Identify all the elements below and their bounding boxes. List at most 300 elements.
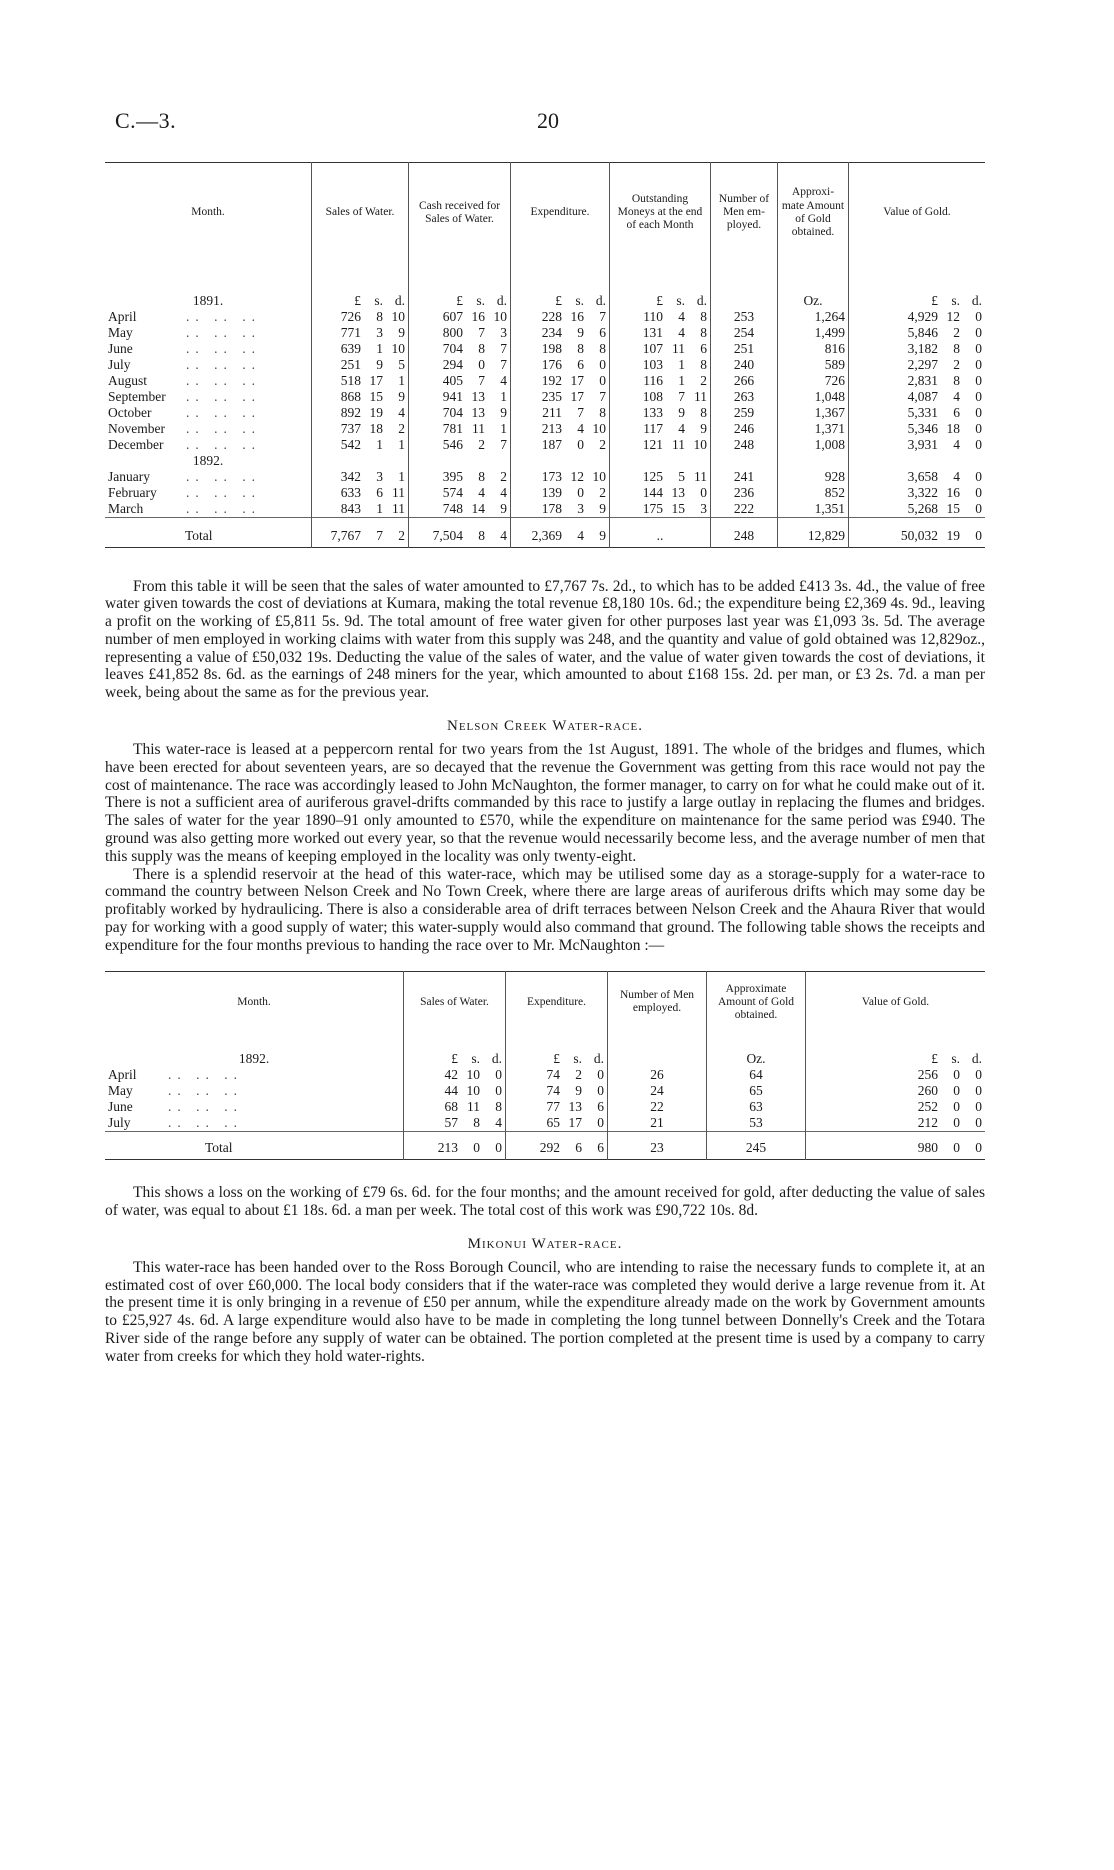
gold-oz-cell: 1,367 bbox=[778, 405, 849, 421]
leader-dots: .. .. .. bbox=[168, 1115, 243, 1131]
unit-label: s. bbox=[471, 1051, 480, 1067]
amount-cell bbox=[610, 421, 711, 437]
leader-dots: .. .. .. bbox=[186, 468, 261, 484]
amount-part: 256 bbox=[917, 1067, 938, 1083]
amount-part: 8 bbox=[478, 468, 485, 484]
amount-part: 8 bbox=[376, 308, 383, 324]
amount-cell bbox=[849, 501, 986, 518]
amount-part: 139 bbox=[541, 484, 562, 500]
amount-part: 0 bbox=[495, 1067, 502, 1083]
table-row bbox=[105, 389, 985, 405]
amount-part: 68 bbox=[444, 1099, 458, 1115]
amount-part: 8 bbox=[700, 356, 707, 372]
amount-cell bbox=[849, 309, 986, 325]
month-name: March bbox=[108, 500, 144, 516]
amount-cell bbox=[511, 437, 610, 453]
amount-part: 0 bbox=[953, 1099, 960, 1115]
amount-part: 0 bbox=[975, 420, 982, 436]
amount-part: 187 bbox=[541, 436, 562, 452]
amount-part: 6 bbox=[577, 356, 584, 372]
amount-part: 6 bbox=[575, 1140, 582, 1156]
table-row bbox=[105, 373, 985, 389]
amount-part: 0 bbox=[975, 468, 982, 484]
table-row bbox=[105, 437, 985, 453]
unit-label: s. bbox=[575, 292, 584, 308]
amount-cell bbox=[409, 469, 511, 485]
amount-part: 1 bbox=[398, 372, 405, 388]
amount-part: 251 bbox=[340, 356, 361, 372]
amount-part: 6 bbox=[599, 324, 606, 340]
amount-part: 748 bbox=[442, 500, 463, 516]
amount-part: 781 bbox=[442, 420, 463, 436]
amount-cell bbox=[409, 405, 511, 421]
amount-cell bbox=[312, 437, 409, 453]
amount-cell bbox=[610, 485, 711, 501]
unit-header bbox=[312, 263, 409, 309]
amount-part: 8 bbox=[599, 404, 606, 420]
month-cell bbox=[105, 485, 312, 501]
amount-cell bbox=[404, 1067, 506, 1083]
amount-part: 5,331 bbox=[907, 404, 938, 420]
col-gold-value: Value of Gold. bbox=[849, 163, 986, 263]
amount-part: 5,268 bbox=[907, 500, 938, 516]
amount-part: 173 bbox=[541, 468, 562, 484]
table-row bbox=[105, 501, 985, 518]
unit-label: £ bbox=[931, 1051, 938, 1067]
amount-part: 4 bbox=[500, 484, 507, 500]
amount-cell bbox=[511, 421, 610, 437]
amount-part: 14 bbox=[471, 500, 485, 516]
amount-part: 4 bbox=[398, 404, 405, 420]
amount-part: 0 bbox=[975, 404, 982, 420]
amount-part: 7 bbox=[599, 308, 606, 324]
amount-cell bbox=[849, 389, 986, 405]
amount-part: 3 bbox=[700, 500, 707, 516]
amount-part: 10 bbox=[592, 468, 606, 484]
amount-part: 144 bbox=[642, 484, 663, 500]
amount-part: 1 bbox=[398, 468, 405, 484]
amount-cell bbox=[511, 325, 610, 341]
amount-part: 7 bbox=[478, 324, 485, 340]
amount-cell bbox=[849, 469, 986, 485]
amount-part: 542 bbox=[340, 436, 361, 452]
amount-part: 19 bbox=[946, 527, 960, 543]
amount-part: 2 bbox=[500, 468, 507, 484]
amount-part: 7 bbox=[500, 436, 507, 452]
gold-oz-cell: 1,351 bbox=[778, 501, 849, 518]
amount-part: 116 bbox=[643, 372, 663, 388]
amount-part: 0 bbox=[577, 436, 584, 452]
unit-label: £ bbox=[451, 1051, 458, 1067]
gold-oz-cell: 1,371 bbox=[778, 421, 849, 437]
gold-oz-cell: 852 bbox=[778, 485, 849, 501]
leader-dots: .. .. .. bbox=[186, 484, 261, 500]
amount-cell bbox=[312, 373, 409, 389]
amount-part: 117 bbox=[643, 420, 663, 436]
amount-part: 704 bbox=[442, 404, 463, 420]
amount-part: 0 bbox=[953, 1115, 960, 1131]
amount-part: 0 bbox=[599, 372, 606, 388]
amount-cell bbox=[849, 325, 986, 341]
amount-part: 8 bbox=[473, 1115, 480, 1131]
amount-part: 292 bbox=[539, 1140, 560, 1156]
men-cell: 263 bbox=[711, 389, 778, 405]
kumara-water-race-table bbox=[105, 162, 985, 548]
table-row bbox=[105, 1083, 985, 1099]
amount-part: 175 bbox=[642, 500, 663, 516]
amount-cell bbox=[610, 437, 711, 453]
amount-cell bbox=[610, 469, 711, 485]
total-label: Total bbox=[205, 1140, 233, 1156]
amount-part: 50,032 bbox=[900, 527, 938, 543]
amount-part: 10 bbox=[391, 308, 405, 324]
amount-part: 74 bbox=[546, 1067, 560, 1083]
empty-cell bbox=[608, 1033, 707, 1067]
amount-cell bbox=[511, 405, 610, 421]
unit-label: s. bbox=[951, 1051, 960, 1067]
amount-part: 5,346 bbox=[907, 420, 938, 436]
amount-part: 7 bbox=[599, 388, 606, 404]
amount-part: 980 bbox=[917, 1140, 938, 1156]
amount-cell bbox=[806, 1083, 986, 1099]
amount-part: 0 bbox=[577, 484, 584, 500]
amount-cell bbox=[511, 373, 610, 389]
table-row bbox=[105, 357, 985, 373]
amount-cell bbox=[312, 405, 409, 421]
amount-part: 17 bbox=[568, 1115, 582, 1131]
amount-part: 2 bbox=[575, 1067, 582, 1083]
amount-part: 10 bbox=[693, 436, 707, 452]
amount-part: 16 bbox=[946, 484, 960, 500]
table-row bbox=[105, 1115, 985, 1132]
amount-part: 4 bbox=[678, 308, 685, 324]
amount-cell bbox=[312, 421, 409, 437]
unit-label: d. bbox=[496, 292, 507, 308]
month-cell bbox=[105, 501, 312, 518]
total-label: Total bbox=[185, 527, 213, 543]
amount-part: 941 bbox=[442, 388, 463, 404]
amount-part: 726 bbox=[340, 308, 361, 324]
paragraph-nelson-reservoir: There is a splendid reservoir at the head of this water-race, which may be utilised some day as a storage-supply for a water-race to command the country between Nelson Creek and No Town Creek, where there are large areas of auriferous drifts which may some day be profitably worked by hydraulicing. There is also a considerable area of drift terraces between Nelson Creek and the Ahaura River that would pay for working with a good supply of water; this water-supply would also command that ground. The following table shows the receipts and expenditure for the four months previous to handing the race over to Mr. McNaughton :— bbox=[105, 865, 985, 954]
amount-part: 737 bbox=[340, 420, 361, 436]
amount-part: 235 bbox=[541, 388, 562, 404]
amount-part: 0 bbox=[975, 500, 982, 516]
gold-oz-cell: 928 bbox=[778, 469, 849, 485]
amount-cell bbox=[610, 389, 711, 405]
amount-part: 0 bbox=[700, 484, 707, 500]
amount-part: 4 bbox=[678, 420, 685, 436]
unit-label: d. bbox=[971, 1051, 982, 1067]
amount-part: 7 bbox=[478, 372, 485, 388]
amount-part: 0 bbox=[975, 1115, 982, 1131]
month-cell bbox=[105, 325, 312, 341]
men-total: 248 bbox=[711, 517, 778, 547]
amount-part: 4 bbox=[953, 388, 960, 404]
amount-part: 800 bbox=[442, 324, 463, 340]
unit-label: £ bbox=[555, 292, 562, 308]
amount-part: 10 bbox=[592, 420, 606, 436]
month-name: May bbox=[108, 1083, 133, 1099]
amount-part: 4 bbox=[478, 484, 485, 500]
amount-part: 107 bbox=[642, 340, 663, 356]
amount-part: 8 bbox=[953, 372, 960, 388]
amount-part: 1 bbox=[500, 388, 507, 404]
amount-part: 4 bbox=[500, 372, 507, 388]
amount-cell bbox=[511, 485, 610, 501]
amount-part: 7 bbox=[500, 356, 507, 372]
men-cell: 251 bbox=[711, 341, 778, 357]
amount-part: 1 bbox=[678, 356, 685, 372]
amount-part: 260 bbox=[917, 1083, 938, 1099]
amount-cell bbox=[849, 373, 986, 389]
table-row bbox=[105, 485, 985, 501]
amount-part: 17 bbox=[570, 388, 584, 404]
amount-cell bbox=[806, 1067, 986, 1083]
amount-part: 252 bbox=[917, 1099, 938, 1115]
gold-oz-total: 245 bbox=[707, 1132, 806, 1160]
amount-cell bbox=[312, 469, 409, 485]
amount-part: 19 bbox=[369, 404, 383, 420]
amount-part: 3 bbox=[577, 500, 584, 516]
col-men: Number of Men em-ployed. bbox=[711, 163, 778, 263]
table-row bbox=[105, 341, 985, 357]
amount-part: 0 bbox=[975, 308, 982, 324]
amount-cell bbox=[404, 1083, 506, 1099]
amount-part: 2 bbox=[953, 324, 960, 340]
page-number: 20 bbox=[537, 108, 559, 133]
leader-dots: .. .. .. bbox=[186, 372, 261, 388]
month-name: October bbox=[108, 404, 152, 420]
empty-cell bbox=[778, 453, 849, 469]
amount-part: 0 bbox=[953, 1140, 960, 1156]
unit-label: d. bbox=[491, 1051, 502, 1067]
amount-part: 18 bbox=[946, 420, 960, 436]
amount-part: 6 bbox=[700, 340, 707, 356]
men-cell: 240 bbox=[711, 357, 778, 373]
amount-part: 4,087 bbox=[907, 388, 938, 404]
amount-cell bbox=[409, 389, 511, 405]
amount-part: 518 bbox=[340, 372, 361, 388]
leader-dots: .. .. .. bbox=[186, 420, 261, 436]
amount-part: 7 bbox=[577, 404, 584, 420]
amount-part: 639 bbox=[340, 340, 361, 356]
col-sales: Sales of Water. bbox=[312, 163, 409, 263]
men-cell: 26 bbox=[608, 1067, 707, 1083]
amount-part: 1 bbox=[376, 436, 383, 452]
amount-cell bbox=[409, 485, 511, 501]
amount-part: 8 bbox=[495, 1099, 502, 1115]
amount-part: 133 bbox=[642, 404, 663, 420]
outstanding-total: .. bbox=[610, 517, 711, 547]
amount-part: 178 bbox=[541, 500, 562, 516]
amount-cell bbox=[806, 1132, 986, 1160]
section-heading-nelson-creek: Nelson Creek Water-race. bbox=[447, 718, 643, 735]
amount-part: 13 bbox=[568, 1099, 582, 1115]
amount-part: 342 bbox=[340, 468, 361, 484]
gold-oz-cell: 1,264 bbox=[778, 309, 849, 325]
month-cell bbox=[105, 373, 312, 389]
amount-part: 212 bbox=[917, 1115, 938, 1131]
amount-part: 574 bbox=[442, 484, 463, 500]
amount-part: 6 bbox=[597, 1140, 604, 1156]
men-cell: 22 bbox=[608, 1099, 707, 1115]
col-cash: Cash received for Sales of Water. bbox=[409, 163, 511, 263]
leader-dots: .. .. .. bbox=[186, 404, 261, 420]
unit-label: d. bbox=[696, 292, 707, 308]
leader-dots: .. .. .. bbox=[186, 436, 261, 452]
unit-header bbox=[409, 263, 511, 309]
year-row bbox=[105, 453, 985, 469]
amount-part: 8 bbox=[478, 340, 485, 356]
amount-part: 228 bbox=[541, 308, 562, 324]
amount-part: 7 bbox=[376, 527, 383, 543]
amount-part: 3,182 bbox=[907, 340, 938, 356]
men-cell: 236 bbox=[711, 485, 778, 501]
amount-part: 607 bbox=[442, 308, 463, 324]
col2-expenditure: Expenditure. bbox=[506, 971, 608, 1033]
amount-part: 125 bbox=[642, 468, 663, 484]
amount-part: 0 bbox=[975, 324, 982, 340]
amount-part: 0 bbox=[975, 340, 982, 356]
amount-part: 0 bbox=[975, 527, 982, 543]
amount-part: 13 bbox=[671, 484, 685, 500]
amount-cell bbox=[806, 1115, 986, 1132]
amount-cell bbox=[511, 501, 610, 518]
amount-part: 771 bbox=[340, 324, 361, 340]
amount-cell bbox=[849, 357, 986, 373]
amount-cell bbox=[506, 1115, 608, 1132]
month-cell bbox=[105, 1083, 404, 1099]
paragraph-mikonui: This water-race has been handed over to the Ross Borough Council, who are intending to raise the necessary funds to complete it, at an estimated cost of over £60,000. The local body considers that if the water-race was completed they would derive a large revenue from it. At the present time it is only bringing in a revenue of £50 per annum, while the expenditure already made on the work by Government amounts to £25,927 4s. 6d. A large expenditure would also have to be made in completing the long tunnel between Donnelly's Creek and the Totara River side of the range before any supply of water can be obtained. The portion completed at the present time is used by a company to carry water from creeks for which they hold water-rights. bbox=[105, 1258, 985, 1365]
amount-part: 44 bbox=[444, 1083, 458, 1099]
amount-part: 2 bbox=[478, 436, 485, 452]
gold-oz-cell: 1,008 bbox=[778, 437, 849, 453]
amount-part: 8 bbox=[599, 340, 606, 356]
empty-cell bbox=[312, 453, 409, 469]
amount-cell bbox=[511, 389, 610, 405]
gold-oz-cell: 816 bbox=[778, 341, 849, 357]
amount-part: 4 bbox=[500, 527, 507, 543]
month-cell bbox=[105, 357, 312, 373]
empty-cell bbox=[849, 453, 986, 469]
gold-oz-cell: 1,048 bbox=[778, 389, 849, 405]
amount-part: 2 bbox=[398, 420, 405, 436]
year-row bbox=[105, 1033, 985, 1067]
amount-part: 2 bbox=[599, 436, 606, 452]
month-cell bbox=[105, 341, 312, 357]
amount-part: 1 bbox=[398, 436, 405, 452]
unit-header bbox=[511, 263, 610, 309]
month-cell bbox=[105, 389, 312, 405]
unit-header bbox=[506, 1033, 608, 1067]
amount-part: 65 bbox=[546, 1115, 560, 1131]
amount-part: 0 bbox=[495, 1083, 502, 1099]
amount-part: 9 bbox=[700, 420, 707, 436]
amount-part: 11 bbox=[672, 340, 685, 356]
amount-cell bbox=[849, 341, 986, 357]
amount-cell bbox=[409, 357, 511, 373]
amount-part: 42 bbox=[444, 1067, 458, 1083]
gold-oz-cell: 1,499 bbox=[778, 325, 849, 341]
month-name: November bbox=[108, 420, 165, 436]
amount-part: 0 bbox=[597, 1083, 604, 1099]
amount-part: 3,931 bbox=[907, 436, 938, 452]
table-row bbox=[105, 1099, 985, 1115]
year-label: 1892. bbox=[238, 1051, 270, 1067]
unit-label: £ bbox=[354, 292, 361, 308]
amount-part: 0 bbox=[597, 1115, 604, 1131]
amount-cell bbox=[849, 517, 986, 547]
amount-cell bbox=[312, 325, 409, 341]
men-cell: 266 bbox=[711, 373, 778, 389]
amount-part: 3 bbox=[376, 468, 383, 484]
unit-label: d. bbox=[971, 292, 982, 308]
amount-part: 108 bbox=[642, 388, 663, 404]
amount-part: 11 bbox=[392, 500, 405, 516]
month-cell bbox=[105, 405, 312, 421]
unit-label: s. bbox=[676, 292, 685, 308]
amount-part: 0 bbox=[599, 356, 606, 372]
total-row bbox=[105, 1132, 985, 1160]
amount-cell bbox=[312, 517, 409, 547]
amount-part: 5,846 bbox=[907, 324, 938, 340]
amount-part: 3 bbox=[376, 324, 383, 340]
amount-cell bbox=[610, 357, 711, 373]
col2-sales: Sales of Water. bbox=[404, 971, 506, 1033]
amount-cell bbox=[610, 325, 711, 341]
col2-month: Month. bbox=[237, 995, 271, 1008]
month-cell bbox=[105, 309, 312, 325]
amount-part: 10 bbox=[391, 340, 405, 356]
amount-part: 2,831 bbox=[907, 372, 938, 388]
amount-part: 15 bbox=[946, 500, 960, 516]
document-code: C.—3. bbox=[115, 108, 177, 133]
amount-part: 11 bbox=[472, 420, 485, 436]
month-name: July bbox=[108, 356, 131, 372]
amount-cell bbox=[409, 325, 511, 341]
gold-oz-cell: 65 bbox=[707, 1083, 806, 1099]
amount-part: 0 bbox=[975, 436, 982, 452]
month-name: January bbox=[108, 468, 150, 484]
men-cell: 246 bbox=[711, 421, 778, 437]
men-cell: 253 bbox=[711, 309, 778, 325]
unit-label: £ bbox=[656, 292, 663, 308]
amount-cell bbox=[849, 421, 986, 437]
month-cell bbox=[105, 437, 312, 453]
month-name: June bbox=[108, 1099, 133, 1115]
amount-part: 57 bbox=[444, 1115, 458, 1131]
unit-header bbox=[610, 263, 711, 309]
men-cell: 248 bbox=[711, 437, 778, 453]
amount-part: 77 bbox=[546, 1099, 560, 1115]
amount-cell bbox=[312, 341, 409, 357]
amount-part: 0 bbox=[473, 1140, 480, 1156]
amount-part: 213 bbox=[437, 1140, 458, 1156]
gold-oz-cell: 63 bbox=[707, 1099, 806, 1115]
amount-part: 8 bbox=[577, 340, 584, 356]
amount-part: 9 bbox=[575, 1083, 582, 1099]
amount-part: 868 bbox=[340, 388, 361, 404]
unit-label: d. bbox=[595, 292, 606, 308]
col-gold-amount: Approxi-mate Amount of Gold obtained. bbox=[778, 163, 849, 263]
gold-oz-cell: 64 bbox=[707, 1067, 806, 1083]
amount-part: 8 bbox=[478, 527, 485, 543]
amount-cell bbox=[409, 341, 511, 357]
amount-part: 0 bbox=[953, 1067, 960, 1083]
leader-dots: .. .. .. bbox=[186, 340, 261, 356]
leader-dots: .. .. .. bbox=[186, 324, 261, 340]
amount-part: 10 bbox=[466, 1067, 480, 1083]
